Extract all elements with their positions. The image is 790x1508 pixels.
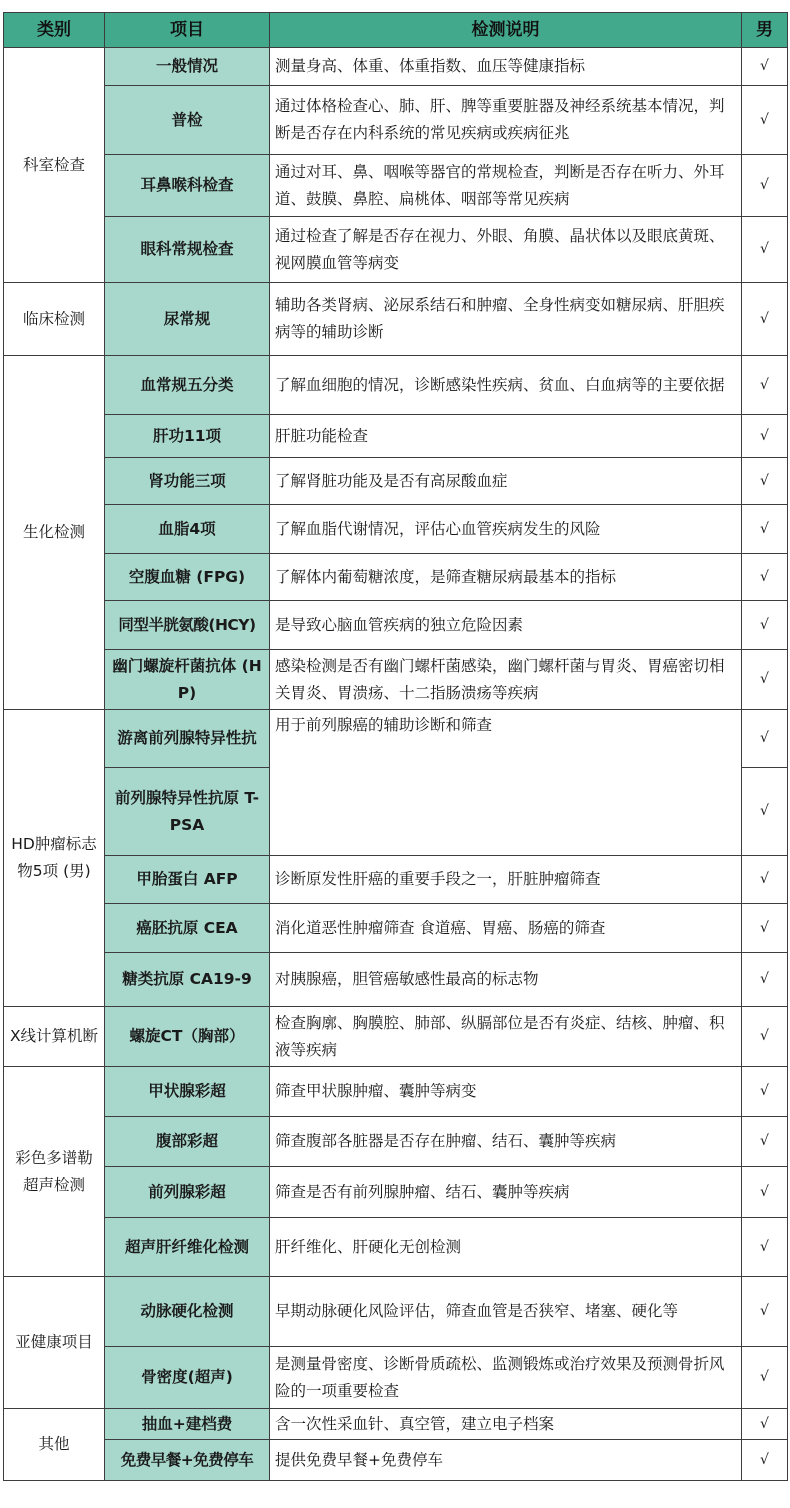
table-row: [4, 86, 788, 155]
description-cell: 通过检查了解是否存在视力、外眼、角膜、晶状体以及眼底黄斑、视网膜血管等病变: [270, 217, 742, 283]
check-cell: √: [742, 1347, 788, 1409]
description-cell: 筛查甲状腺肿瘤、囊肿等病变: [270, 1067, 742, 1117]
check-cell: √: [742, 953, 788, 1007]
check-cell: √: [742, 1007, 788, 1067]
table-row: [4, 1117, 788, 1167]
description-cell: 了解血细胞的情况，诊断感染性疾病、贫血、白血病等的主要依据: [270, 356, 742, 415]
item-cell: 同型半胱氨酸(HCY): [105, 601, 270, 650]
description-cell: 了解体内葡萄糖浓度，是筛查糖尿病最基本的指标: [270, 554, 742, 601]
check-cell: √: [742, 601, 788, 650]
check-cell: √: [742, 1409, 788, 1440]
table-row: [4, 505, 788, 554]
check-cell: √: [742, 155, 788, 217]
description-cell: 诊断原发性肝癌的重要手段之一，肝脏肿瘤筛查: [270, 856, 742, 904]
table-row: [4, 856, 788, 904]
item-cell: 癌胚抗原 CEA: [105, 904, 270, 953]
check-cell: √: [742, 1440, 788, 1481]
check-cell: √: [742, 86, 788, 155]
check-cell: √: [742, 217, 788, 283]
table-row: [4, 1347, 788, 1409]
check-cell: √: [742, 48, 788, 86]
description-cell: 用于前列腺癌的辅助诊断和筛查: [270, 710, 742, 856]
category-cell: 生化检测: [4, 356, 105, 710]
check-cell: √: [742, 458, 788, 505]
check-cell: √: [742, 768, 788, 856]
description-cell: 是导致心脑血管疾病的独立危险因素: [270, 601, 742, 650]
table-row: [4, 1218, 788, 1277]
description-cell: 通过对耳、鼻、咽喉等器官的常规检查，判断是否存在听力、外耳道、鼓膜、鼻腔、扁桃体、咽部等常见疾病: [270, 155, 742, 217]
item-cell: 动脉硬化检测: [105, 1277, 270, 1347]
check-cell: √: [742, 904, 788, 953]
table-row: [4, 601, 788, 650]
description-cell: 辅助各类肾病、泌尿系结石和肿瘤、全身性病变如糖尿病、肝胆疾病等的辅助诊断: [270, 283, 742, 356]
item-cell: 肝功11项: [105, 415, 270, 458]
description-cell: 了解血脂代谢情况，评估心血管疾病发生的风险: [270, 505, 742, 554]
table-row: [4, 458, 788, 505]
description-cell: 筛查是否有前列腺肿瘤、结石、囊肿等疾病: [270, 1167, 742, 1218]
category-cell: 其他: [4, 1409, 105, 1481]
check-cell: √: [742, 356, 788, 415]
category-cell: 彩色多谱勒超声检测: [4, 1067, 105, 1277]
item-cell: 幽门螺旋杆菌抗体 (HP): [105, 650, 270, 710]
description-cell: 含一次性采血针、真空管，建立电子档案: [270, 1409, 742, 1440]
table-row: [4, 1167, 788, 1218]
description-cell: 通过体格检查心、肺、肝、脾等重要脏器及神经系统基本情况，判断是否存在内科系统的常见疾病或疾病征兆: [270, 86, 742, 155]
check-cell: √: [742, 505, 788, 554]
check-cell: √: [742, 554, 788, 601]
item-cell: 甲状腺彩超: [105, 1067, 270, 1117]
table-row: [4, 356, 788, 415]
item-cell: 免费早餐+免费停车: [105, 1440, 270, 1481]
table-row: [4, 1409, 788, 1440]
item-cell: 糖类抗原 CA19-9: [105, 953, 270, 1007]
item-cell: 血常规五分类: [105, 356, 270, 415]
item-cell: 尿常规: [105, 283, 270, 356]
item-cell: 甲胎蛋白 AFP: [105, 856, 270, 904]
check-cell: √: [742, 1277, 788, 1347]
exam-table-container: [3, 12, 788, 1481]
check-cell: √: [742, 650, 788, 710]
check-cell: √: [742, 415, 788, 458]
description-cell: 是测量骨密度、诊断骨质疏松、监测锻炼或治疗效果及预测骨折风险的一项重要检查: [270, 1347, 742, 1409]
table-row: [4, 155, 788, 217]
description-cell: 测量身高、体重、体重指数、血压等健康指标: [270, 48, 742, 86]
table-row: [4, 554, 788, 601]
table-header-row: [4, 13, 788, 48]
table-row: [4, 415, 788, 458]
description-cell: 感染检测是否有幽门螺杆菌感染，幽门螺杆菌与胃炎、胃癌密切相关胃炎、胃溃疡、十二指肠溃疡等疾病: [270, 650, 742, 710]
description-cell: 肝纤维化、肝硬化无创检测: [270, 1218, 742, 1277]
item-cell: 普检: [105, 86, 270, 155]
description-cell: 早期动脉硬化风险评估，筛查血管是否狭窄、堵塞、硬化等: [270, 1277, 742, 1347]
header-item: 项目: [105, 13, 270, 48]
table-row: [4, 953, 788, 1007]
header-category: 类别: [4, 13, 105, 48]
category-cell: 科室检查: [4, 48, 105, 283]
table-row: [4, 904, 788, 953]
item-cell: 抽血+建档费: [105, 1409, 270, 1440]
item-cell: 腹部彩超: [105, 1117, 270, 1167]
check-cell: √: [742, 856, 788, 904]
check-cell: √: [742, 1067, 788, 1117]
table-row: [4, 1277, 788, 1347]
table-row: [4, 650, 788, 710]
item-cell: 游离前列腺特异性抗: [105, 710, 270, 768]
description-cell: 检查胸廓、胸膜腔、肺部、纵膈部位是否有炎症、结核、肿瘤、积液等疾病: [270, 1007, 742, 1067]
exam-items-table: [3, 12, 788, 1481]
item-cell: 肾功能三项: [105, 458, 270, 505]
table-row: [4, 48, 788, 86]
category-cell: HD肿瘤标志物5项 (男): [4, 710, 105, 1007]
table-row: [4, 1007, 788, 1067]
table-row: [4, 710, 788, 768]
item-cell: 眼科常规检查: [105, 217, 270, 283]
check-cell: √: [742, 710, 788, 768]
category-cell: 临床检测: [4, 283, 105, 356]
item-cell: 血脂4项: [105, 505, 270, 554]
item-cell: 前列腺彩超: [105, 1167, 270, 1218]
description-cell: 对胰腺癌，胆管癌敏感性最高的标志物: [270, 953, 742, 1007]
description-cell: 肝脏功能检查: [270, 415, 742, 458]
item-cell: 前列腺特异性抗原 T- PSA: [105, 768, 270, 856]
check-cell: √: [742, 1218, 788, 1277]
description-cell: 提供免费早餐+免费停车: [270, 1440, 742, 1481]
header-male: 男: [742, 13, 788, 48]
description-cell: 了解肾脏功能及是否有高尿酸血症: [270, 458, 742, 505]
item-cell: 空腹血糖 (FPG): [105, 554, 270, 601]
check-cell: √: [742, 1117, 788, 1167]
description-cell: 消化道恶性肿瘤筛查 食道癌、胃癌、肠癌的筛查: [270, 904, 742, 953]
table-row: [4, 217, 788, 283]
item-cell: 一般情况: [105, 48, 270, 86]
category-cell: 亚健康项目: [4, 1277, 105, 1409]
item-cell: 超声肝纤维化检测: [105, 1218, 270, 1277]
category-cell: X线计算机断: [4, 1007, 105, 1067]
check-cell: √: [742, 283, 788, 356]
table-row: [4, 1440, 788, 1481]
header-description: 检测说明: [270, 13, 742, 48]
table-row: [4, 283, 788, 356]
item-cell: 耳鼻喉科检查: [105, 155, 270, 217]
table-row: [4, 1067, 788, 1117]
description-cell: 筛查腹部各脏器是否存在肿瘤、结石、囊肿等疾病: [270, 1117, 742, 1167]
check-cell: √: [742, 1167, 788, 1218]
item-cell: 骨密度(超声): [105, 1347, 270, 1409]
item-cell: 螺旋CT（胸部）: [105, 1007, 270, 1067]
